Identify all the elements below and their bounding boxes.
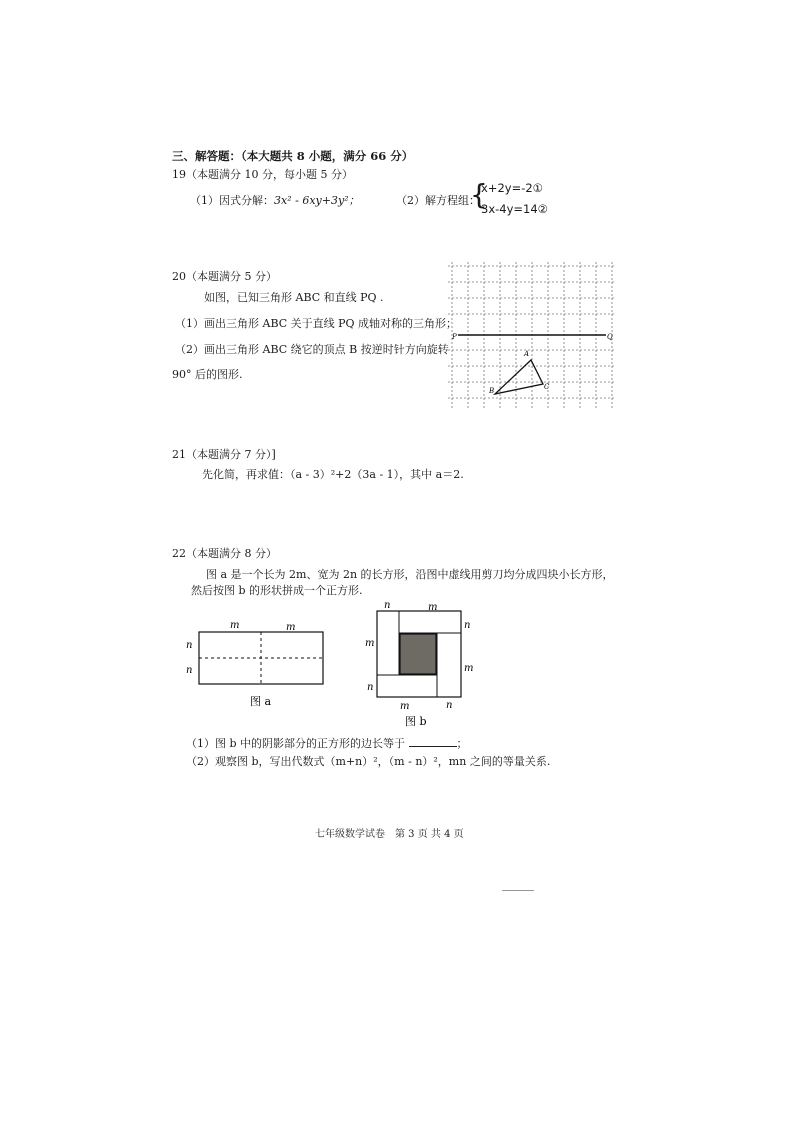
q22-part1-end: ；	[456, 737, 468, 750]
fig-a-label-n2: n	[186, 665, 193, 676]
q22-part1-text: （1）图 b 中的阴影部分的正方形的边长等于	[186, 737, 406, 750]
fig-b-label-n-bottom: n	[446, 700, 453, 711]
q20-grid-figure	[448, 262, 616, 410]
fig-b-label-n-top: n	[384, 600, 391, 611]
q21-header: 21（本题满分 7 分）]	[172, 448, 276, 461]
fig-b-caption: 图 b	[405, 715, 427, 728]
q22-intro-line2: 然后按图 b 的形状拼成一个正方形.	[191, 584, 363, 597]
shaded-square	[400, 634, 436, 674]
q19-part1-label: （1）因式分解：	[190, 194, 274, 207]
q20-header: 20（本题满分 5 分）	[172, 270, 277, 283]
fig-a-label-m1: m	[230, 620, 240, 631]
q19-eq2: 3x-4y=14②	[481, 202, 548, 216]
triangle-abc	[495, 360, 543, 394]
answer-blank[interactable]	[409, 736, 457, 747]
q19-part2-label: （2）解方程组：	[396, 194, 480, 207]
label-q: Q	[607, 333, 613, 341]
fig-b-label-m-right: m	[464, 663, 474, 674]
q22-part1	[186, 735, 468, 751]
figure-a	[182, 616, 332, 716]
page-footer: 七年级数学试卷 第 3 页 共 4 页	[315, 829, 464, 840]
q22-header: 22（本题满分 8 分）	[172, 547, 277, 560]
section-title: 三、解答题：（本大题共 8 小题，满分 66 分）	[172, 149, 414, 163]
q19-part1	[190, 192, 360, 208]
q20-part2-line2: 90° 后的图形.	[172, 368, 243, 381]
figure-b	[360, 598, 480, 730]
label-c: C	[544, 383, 550, 391]
q19-header: 19（本题满分 10 分，每小题 5 分）	[172, 168, 353, 181]
q21-text: 先化简，再求值：（a - 3）²+2（3a - 1），其中 a＝2.	[202, 468, 464, 481]
q20-intro: 如图，已知三角形 ABC 和直线 PQ .	[204, 291, 384, 304]
label-p: P	[452, 333, 457, 341]
label-b: B	[489, 387, 495, 395]
stray-mark	[502, 890, 534, 891]
q19-eq1: x+2y=-2①	[481, 181, 543, 195]
fig-b-label-n-right: n	[464, 620, 471, 631]
q20-part2-line1: （2）画出三角形 ABC 绕它的顶点 B 按逆时针方向旋转	[175, 343, 449, 356]
label-a: A	[524, 350, 530, 358]
fig-b-label-m-bottom: m	[400, 701, 410, 712]
fig-a-label-m2: m	[286, 622, 296, 633]
q22-part2: （2）观察图 b，写出代数式（m+n）²，（m - n）²，mn 之间的等量关系.	[186, 755, 551, 768]
q20-part1: （1）画出三角形 ABC 关于直线 PQ 成轴对称的三角形；	[175, 317, 458, 330]
q19-part1-expr: 3x² - 6xy+3y²；	[274, 194, 360, 207]
fig-b-label-m-top: m	[428, 602, 438, 613]
fig-a-label-n1: n	[186, 640, 193, 651]
fig-a-caption: 图 a	[250, 695, 272, 708]
q22-intro-line1: 图 a 是一个长为 2m、宽为 2n 的长方形，沿图中虚线用剪刀均分成四块小长方形，	[206, 568, 614, 581]
fig-b-label-n-left: n	[367, 682, 374, 693]
equation-brace: {	[470, 178, 488, 211]
fig-b-label-m-left: m	[365, 638, 375, 649]
